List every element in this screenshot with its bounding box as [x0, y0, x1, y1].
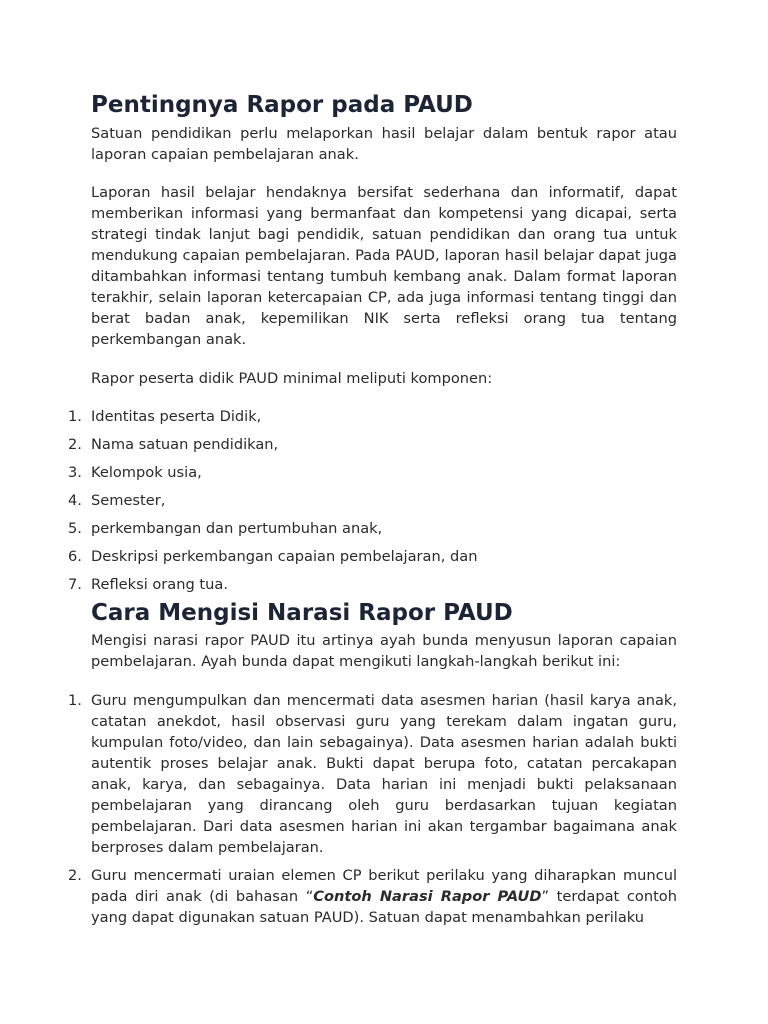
components-intro: Rapor peserta didik PAUD minimal meliputi komponen:	[91, 370, 493, 387]
list-item: 1. Identitas peserta Didik,	[68, 408, 262, 425]
components-list	[0, 406, 677, 602]
steps-intro: Mengisi narasi rapor PAUD itu artinya ayah bunda menyusun laporan capaian pembelajaran. Ayah bunda dapat mengikuti langkah-langkah berikut ini:	[91, 632, 677, 670]
emphasis-link-text: Contoh Narasi Rapor PAUD	[313, 888, 542, 905]
list-item: 6. Deskripsi perkembangan capaian pembelajaran, dan	[68, 548, 478, 565]
list-item: 4. Semester,	[68, 492, 166, 509]
list-item: 2. Nama satuan pendidikan,	[68, 436, 279, 453]
list-item: 2. Guru mencermati uraian elemen CP berikut perilaku yang diharapkan muncul pada diri anak (di bahasan “Contoh Narasi Rapor PAUD” terdapat contoh yang dapat digunakan satuan PAUD). Satuan dapat menambahkan perilaku	[68, 867, 677, 926]
detail-paragraph: Laporan hasil belajar hendaknya bersifat sederhana dan informatif, dapat memberikan informasi yang bermanfaat dan kompetensi yang dicapai, serta strategi tindak lanjut bagi pendidik, satuan pendidikan dan orang tua untuk mendukung capaian pembelajaran. Pada PAUD, laporan hasil belajar dapat juga ditambahkan informasi tentang tumbuh kembang anak. Dalam format laporan terakhir, selain laporan ketercapaian CP, ada juga informasi tentang tinggi dan berat badan anak, kepemilikan NIK serta refleksi orang tua tentang perkembangan anak.	[91, 184, 677, 348]
list-item: 5. perkembangan dan pertumbuhan anak,	[68, 520, 383, 537]
list-item: 1. Guru mengumpulkan dan mencermati data asesmen harian (hasil karya anak, catatan anekdot, hasil observasi guru yang terekam dalam ingatan guru, kumpulan foto/video, dan lain sebagainya). Data asesmen harian adalah bukti autentik proses belajar anak. Bukti dapat berupa foto, catatan percakapan anak, karya, dan sebagainya. Data harian ini menjadi bukti pelaksanaan pembelajaran yang dirancang oleh guru berdasarkan tujuan kegiatan pembelajaran. Dari data asesmen harian ini akan tergambar bagaimana anak berproses dalam pembelajaran.	[68, 692, 677, 856]
section-title-pentingnya: Pentingnya Rapor pada PAUD	[91, 92, 473, 118]
intro-paragraph: Satuan pendidikan perlu melaporkan hasil belajar dalam bentuk rapor atau laporan capaian pembelajaran anak.	[91, 125, 677, 163]
list-item: 7. Refleksi orang tua.	[68, 576, 228, 593]
steps-list	[0, 690, 677, 935]
list-item: 3. Kelompok usia,	[68, 464, 202, 481]
section-title-cara-mengisi: Cara Mengisi Narasi Rapor PAUD	[91, 600, 513, 626]
